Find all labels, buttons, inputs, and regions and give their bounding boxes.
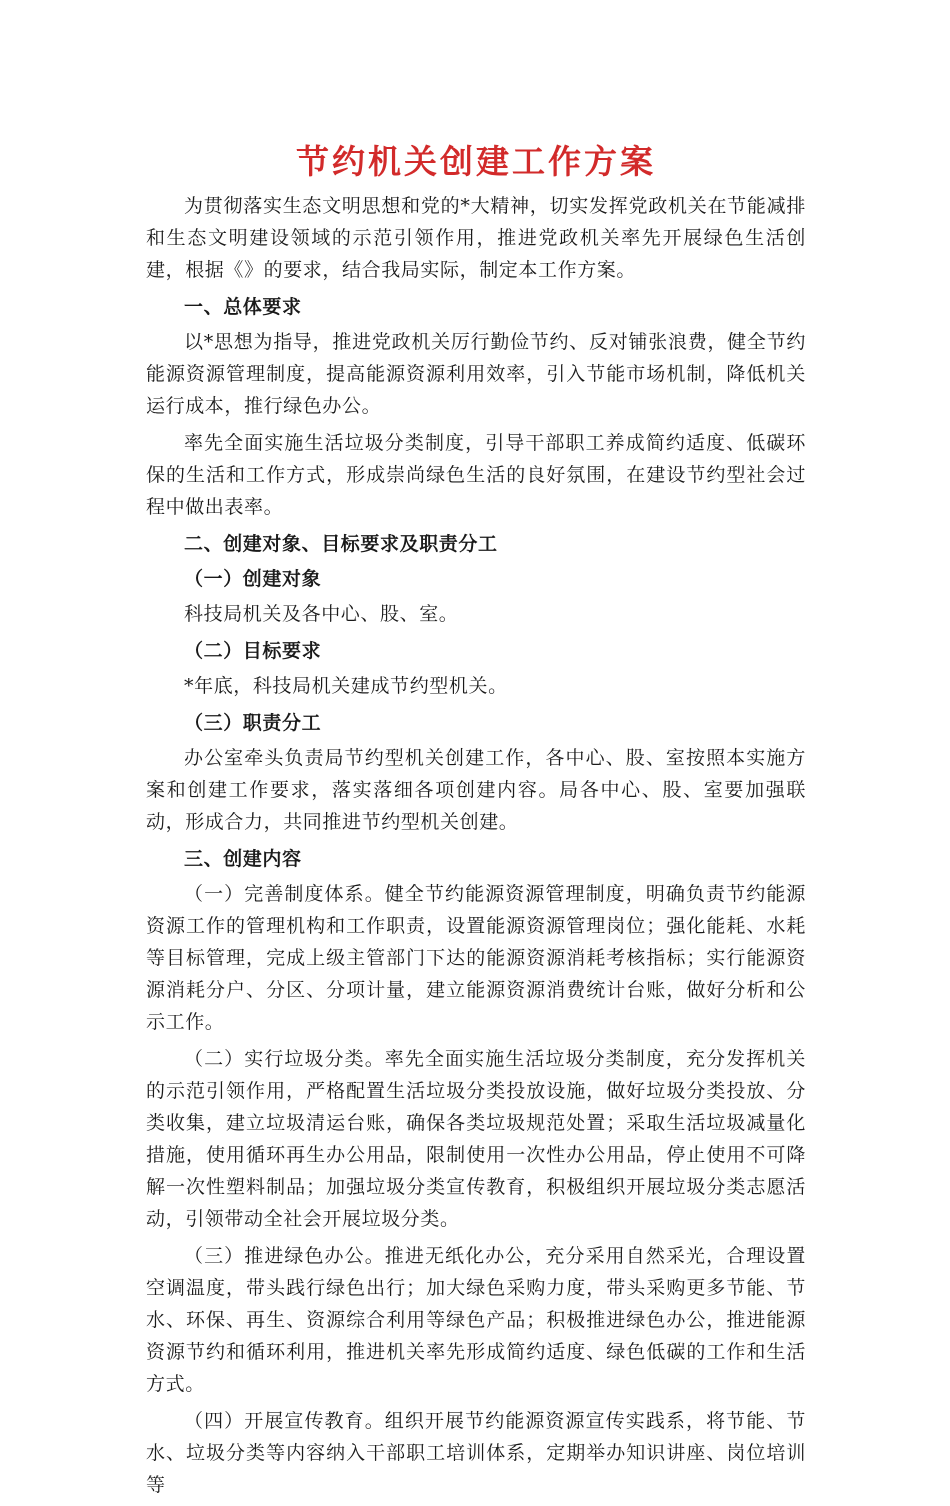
goals-text: *年底，科技局机关建成节约型机关。 xyxy=(184,675,508,697)
document-title: 节约机关创建工作方案 xyxy=(296,142,656,181)
section1-paragraph-1: 以*思想为指导，推进党政机关厉行勤俭节约、反对铺张浪费，健全节约能源资源管理制度，提高能源资源利用效率，引入节能市场机制，降低机关运行成本，推行绿色办公。 xyxy=(146,331,806,417)
intro-paragraph: 为贯彻落实生态文明思想和党的*大精神，切实发挥党政机关在节能减排和生态文明建设领域的示范引领作用，推进党政机关率先开展绿色生活创建，根据《》的要求，结合我局实际，制定本工作方案。 xyxy=(146,195,806,281)
duties-text: 办公室牵头负责局节约型机关创建工作，各中心、股、室按照本实施方案和创建工作要求，落实落细各项创建内容。局各中心、股、室要加强联动，形成合力，共同推进节约型机关创建。 xyxy=(146,747,806,833)
section-heading-objects: 二、创建对象、目标要求及职责分工 xyxy=(184,533,498,555)
section-heading-overall: 一、总体要求 xyxy=(184,296,302,318)
content-paragraph-4: （四）开展宣传教育。组织开展节约能源资源宣传实践系，将节能、节水、垃圾分类等内容纳入干部职工培训体系，定期举办知识讲座、岗位培训等 xyxy=(146,1410,806,1496)
section-heading-content: 三、创建内容 xyxy=(184,848,302,870)
content-paragraph-2: （二）实行垃圾分类。率先全面实施生活垃圾分类制度，充分发挥机关的示范引领作用，严格配置生活垃圾分类投放设施，做好垃圾分类投放、分类收集，建立垃圾清运台账，确保各类垃圾规范处置；采取生活垃圾减量化措施，使用循环再生办公用品，限制使用一次性办公用品，停止使用不可降解一次性塑料制品；加强垃圾分类宣传教育，积极组织开展垃圾分类志愿活动，引领带动全社会开展垃圾分类。 xyxy=(146,1048,806,1230)
section1-paragraph-2: 率先全面实施生活垃圾分类制度，引导干部职工养成简约适度、低碳环保的生活和工作方式，形成崇尚绿色生活的良好氛围，在建设节约型社会过程中做出表率。 xyxy=(146,432,806,518)
content-paragraph-1: （一）完善制度体系。健全节约能源资源管理制度，明确负责节约能源资源工作的管理机构和工作职责，设置能源资源管理岗位；强化能耗、水耗等目标管理，完成上级主管部门下达的能源资源消耗考核指标；实行能源资源消耗分户、分区、分项计量，建立能源资源消费统计台账，做好分析和公示工作。 xyxy=(146,883,806,1033)
subheading-objects: （一）创建对象 xyxy=(184,568,322,590)
subheading-goals: （二）目标要求 xyxy=(184,640,322,662)
objects-text: 科技局机关及各中心、股、室。 xyxy=(184,603,459,625)
document-page xyxy=(146,140,806,1506)
content-paragraph-3: （三）推进绿色办公。推进无纸化办公，充分采用自然采光，合理设置空调温度，带头践行绿色出行；加大绿色采购力度，带头采购更多节能、节水、环保、再生、资源综合利用等绿色产品；积极推进绿色办公，推进能源资源节约和循环利用，推进机关率先形成简约适度、绿色低碳的工作和生活方式。 xyxy=(146,1245,806,1395)
subheading-duties: （三）职责分工 xyxy=(184,712,322,734)
